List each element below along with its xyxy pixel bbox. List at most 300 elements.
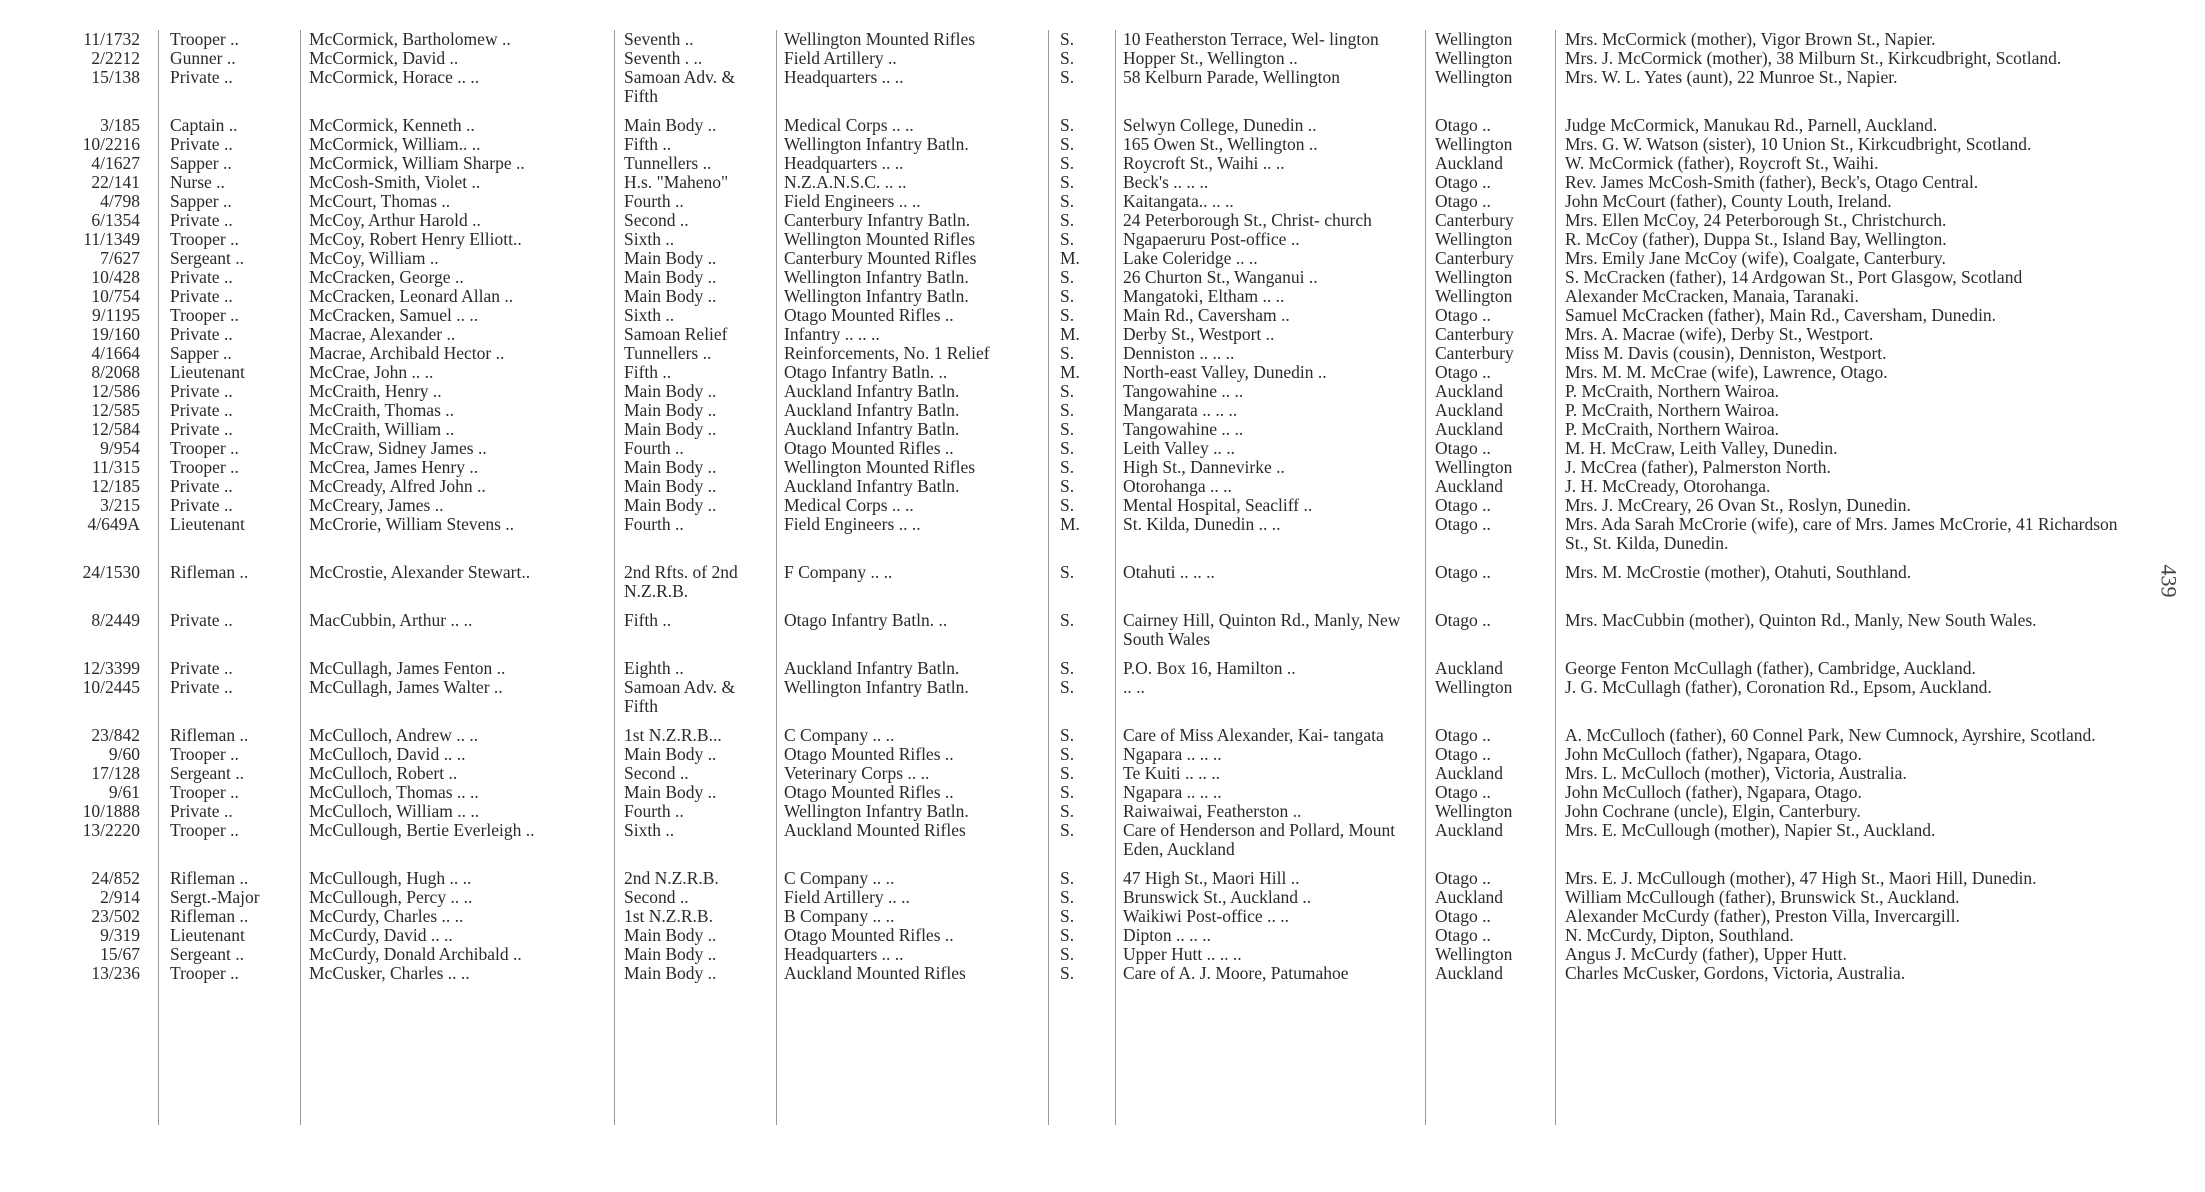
soldier-name: McCraw, Sidney James .. (309, 438, 487, 458)
table-row (0, 249, 2120, 268)
unit: Wellington Mounted Rifles (784, 457, 976, 477)
next-of-kin: John McCulloch (father), Ngapara, Otago. (1565, 744, 1862, 764)
marital-status: S. (1060, 658, 1075, 678)
rank: Private .. (170, 677, 233, 697)
soldier-name: McCreary, James .. (309, 495, 444, 515)
next-of-kin: Mrs. M. M. McCrae (wife), Lawrence, Otago. (1565, 362, 1888, 382)
marital-status: S. (1060, 610, 1075, 630)
next-of-kin: Charles McCusker, Gordons, Victoria, Australia. (1565, 963, 1906, 983)
next-of-kin: George Fenton McCullagh (father), Cambridge, Auckland. (1565, 658, 1976, 678)
draft: Fifth .. (624, 362, 672, 382)
next-of-kin: John McCulloch (father), Ngapara, Otago. (1565, 782, 1862, 802)
next-of-kin: P. McCraith, Northern Wairoa. (1565, 419, 1780, 439)
last-address: Brunswick St., Auckland .. (1123, 887, 1312, 907)
regimental-number: 23/502 (91, 906, 140, 926)
rank: Rifleman .. (170, 868, 249, 888)
table-row (0, 907, 2120, 926)
last-address: Main Rd., Caversham .. (1123, 305, 1290, 325)
marital-status: S. (1060, 305, 1075, 325)
rank: Sergt.-Major (170, 887, 260, 907)
regimental-number: 12/584 (91, 419, 140, 439)
table-row (0, 382, 2120, 401)
marital-status: S. (1060, 191, 1075, 211)
soldier-name: McCulloch, David .. .. (309, 744, 466, 764)
marital-status: S. (1060, 925, 1075, 945)
draft: 1st N.Z.R.B... (624, 725, 722, 745)
last-address: P.O. Box 16, Hamilton .. (1123, 658, 1296, 678)
table-row (0, 211, 2120, 230)
soldier-name: McCready, Alfred John .. (309, 476, 486, 496)
rank: Trooper .. (170, 820, 239, 840)
last-address: Raiwaiwai, Featherston .. (1123, 801, 1302, 821)
marital-status: S. (1060, 210, 1075, 230)
rank: Trooper .. (170, 29, 239, 49)
table-row (0, 764, 2120, 783)
marital-status: S. (1060, 963, 1075, 983)
rank: Private .. (170, 658, 233, 678)
soldier-name: McCormick, Horace .. .. (309, 67, 480, 87)
soldier-name: McCraith, William .. (309, 419, 455, 439)
last-address: Care of Miss Alexander, Kai- tangata (1123, 725, 1384, 745)
regimental-number: 9/60 (108, 744, 140, 764)
rank: Lieutenant (170, 514, 245, 534)
district: Auckland (1435, 419, 1504, 439)
district: Otago .. (1435, 610, 1491, 630)
soldier-name: McCracken, Leonard Allan .. (309, 286, 514, 306)
draft: Fourth .. (624, 514, 684, 534)
marital-status: S. (1060, 381, 1075, 401)
soldier-name: McCoy, William .. (309, 248, 439, 268)
marital-status: S. (1060, 782, 1075, 802)
table-row (0, 964, 2120, 983)
soldier-name: McCullough, Percy .. .. (309, 887, 473, 907)
draft: Tunnellers .. (624, 153, 712, 173)
rank: Trooper .. (170, 744, 239, 764)
rank: Private .. (170, 610, 233, 630)
table-row (0, 821, 2120, 869)
district: Otago .. (1435, 925, 1491, 945)
unit: Field Engineers .. .. (784, 514, 921, 534)
next-of-kin: Angus J. McCurdy (father), Upper Hutt. (1565, 944, 1847, 964)
next-of-kin: Judge McCormick, Manukau Rd., Parnell, Auckland. (1565, 115, 1938, 135)
unit: Auckland Infantry Batln. (784, 476, 960, 496)
draft: Samoan Adv. & Fifth (624, 677, 736, 716)
marital-status: S. (1060, 286, 1075, 306)
soldier-name: McCoy, Robert Henry Elliott.. (309, 229, 522, 249)
unit: Medical Corps .. .. (784, 115, 914, 135)
draft: Sixth .. (624, 305, 675, 325)
unit: Auckland Infantry Batln. (784, 381, 960, 401)
next-of-kin: Mrs. Ada Sarah McCrorie (wife), care of Mrs. James McCrorie, 41 Richardson St., St. Kilda, Dunedin. (1565, 514, 2118, 553)
soldier-name: McCurdy, Donald Archibald .. (309, 944, 522, 964)
draft: Fourth .. (624, 801, 684, 821)
unit: Field Artillery .. .. (784, 887, 910, 907)
table-row (0, 363, 2120, 382)
soldier-name: McCurdy, Charles .. .. (309, 906, 464, 926)
soldier-name: McCoy, Arthur Harold .. (309, 210, 481, 230)
unit: Auckland Infantry Batln. (784, 419, 960, 439)
soldier-name: McCraith, Henry .. (309, 381, 442, 401)
rank: Rifleman .. (170, 562, 249, 582)
draft: Samoan Relief (624, 324, 728, 344)
last-address: Te Kuiti .. .. .. (1123, 763, 1220, 783)
marital-status: S. (1060, 562, 1075, 582)
district: Otago .. (1435, 115, 1491, 135)
rank: Gunner .. (170, 48, 236, 68)
last-address: St. Kilda, Dunedin .. .. (1123, 514, 1281, 534)
soldier-name: McCulloch, Thomas .. .. (309, 782, 479, 802)
regimental-number: 23/842 (91, 725, 140, 745)
regimental-number: 9/1195 (92, 305, 140, 325)
rank: Nurse .. (170, 172, 225, 192)
draft: Fifth .. (624, 134, 672, 154)
table-row (0, 192, 2120, 211)
soldier-name: McCracken, George .. (309, 267, 464, 287)
unit: Wellington Infantry Batln. (784, 677, 969, 697)
unit: Otago Infantry Batln. .. (784, 362, 948, 382)
district: Auckland (1435, 400, 1504, 420)
district: Auckland (1435, 820, 1504, 840)
marital-status: S. (1060, 801, 1075, 821)
unit: Otago Mounted Rifles .. (784, 744, 954, 764)
regimental-number: 10/1888 (82, 801, 140, 821)
regimental-number: 15/138 (91, 67, 140, 87)
district: Auckland (1435, 381, 1504, 401)
rank: Private .. (170, 419, 233, 439)
last-address: Lake Coleridge .. .. (1123, 248, 1258, 268)
rank: Private .. (170, 210, 233, 230)
draft: Main Body .. (624, 963, 717, 983)
draft: Samoan Adv. & Fifth (624, 67, 736, 106)
next-of-kin: A. McCulloch (father), 60 Connel Park, New Cumnock, Ayrshire, Scotland. (1565, 725, 2096, 745)
regimental-number: 8/2068 (91, 362, 140, 382)
district: Otago .. (1435, 305, 1491, 325)
marital-status: S. (1060, 476, 1075, 496)
marital-status: S. (1060, 438, 1075, 458)
rank: Private .. (170, 324, 233, 344)
soldier-name: Macrae, Archibald Hector .. (309, 343, 505, 363)
district: Wellington (1435, 48, 1513, 68)
district: Otago .. (1435, 744, 1491, 764)
draft: H.s. "Maheno" (624, 172, 729, 192)
last-address: Roycroft St., Waihi .. .. (1123, 153, 1285, 173)
last-address: Otahuti .. .. .. (1123, 562, 1215, 582)
soldier-name: McCourt, Thomas .. (309, 191, 451, 211)
unit: Veterinary Corps .. .. (784, 763, 930, 783)
table-row (0, 344, 2120, 363)
table-row (0, 802, 2120, 821)
soldier-name: McCrostie, Alexander Stewart.. (309, 562, 531, 582)
rank: Private .. (170, 381, 233, 401)
next-of-kin: Mrs. M. McCrostie (mother), Otahuti, Southland. (1565, 562, 1912, 582)
rank: Private .. (170, 801, 233, 821)
rank: Private .. (170, 286, 233, 306)
nominal-roll-table (0, 30, 2120, 983)
regimental-number: 4/1664 (91, 343, 140, 363)
marital-status: M. (1060, 362, 1080, 382)
marital-status: S. (1060, 134, 1075, 154)
soldier-name: McCracken, Samuel .. .. (309, 305, 479, 325)
next-of-kin: Miss M. Davis (cousin), Denniston, Westport. (1565, 343, 1887, 363)
unit: Wellington Infantry Batln. (784, 267, 969, 287)
next-of-kin: Samuel McCracken (father), Main Rd., Caversham, Dunedin. (1565, 305, 1997, 325)
regimental-number: 10/2445 (82, 677, 140, 697)
last-address: Ngapara .. .. .. (1123, 744, 1222, 764)
unit: Wellington Mounted Rifles (784, 29, 976, 49)
regimental-number: 4/1627 (91, 153, 140, 173)
district: Otago .. (1435, 172, 1491, 192)
rank: Trooper .. (170, 457, 239, 477)
regimental-number: 9/954 (100, 438, 140, 458)
table-row (0, 287, 2120, 306)
unit: Canterbury Infantry Batln. (784, 210, 971, 230)
district: Wellington (1435, 29, 1513, 49)
rank: Trooper .. (170, 305, 239, 325)
regimental-number: 3/185 (100, 115, 140, 135)
regimental-number: 11/1349 (83, 229, 140, 249)
table-row (0, 268, 2120, 287)
rank: Sergeant .. (170, 248, 245, 268)
soldier-name: McCullagh, James Fenton .. (309, 658, 506, 678)
district: Auckland (1435, 963, 1504, 983)
table-row (0, 783, 2120, 802)
rank: Sergeant .. (170, 763, 245, 783)
rank: Private .. (170, 134, 233, 154)
table-row (0, 325, 2120, 344)
unit: Headquarters .. .. (784, 153, 904, 173)
table-row (0, 135, 2120, 154)
draft: Fourth .. (624, 191, 684, 211)
table-row (0, 401, 2120, 420)
draft: Seventh . .. (624, 48, 703, 68)
draft: Main Body .. (624, 381, 717, 401)
last-address: Tangowahine .. .. (1123, 419, 1244, 439)
marital-status: S. (1060, 725, 1075, 745)
last-address: High St., Dannevirke .. (1123, 457, 1285, 477)
next-of-kin: Mrs. E. McCullough (mother), Napier St., Auckland. (1565, 820, 1936, 840)
rank: Private .. (170, 267, 233, 287)
last-address: 24 Peterborough St., Christ- church (1123, 210, 1372, 230)
next-of-kin: N. McCurdy, Dipton, Southland. (1565, 925, 1794, 945)
rank: Sapper .. (170, 191, 232, 211)
district: Wellington (1435, 267, 1513, 287)
draft: Main Body .. (624, 286, 717, 306)
table-row (0, 49, 2120, 68)
draft: Main Body .. (624, 744, 717, 764)
unit: Wellington Infantry Batln. (784, 134, 969, 154)
rank: Trooper .. (170, 782, 239, 802)
marital-status: S. (1060, 115, 1075, 135)
next-of-kin: S. McCracken (father), 14 Ardgowan St., Port Glasgow, Scotland (1565, 267, 2023, 287)
rank: Private .. (170, 495, 233, 515)
soldier-name: McCulloch, Robert .. (309, 763, 458, 783)
last-address: Denniston .. .. .. (1123, 343, 1235, 363)
page-number: 439 (2156, 564, 2182, 598)
marital-status: S. (1060, 677, 1075, 697)
next-of-kin: William McCullough (father), Brunswick St., Auckland. (1565, 887, 1960, 907)
next-of-kin: Rev. James McCosh-Smith (father), Beck's, Otago Central. (1565, 172, 1979, 192)
district: Otago .. (1435, 191, 1491, 211)
marital-status: M. (1060, 324, 1080, 344)
last-address: Mangarata .. .. .. (1123, 400, 1238, 420)
district: Otago .. (1435, 362, 1491, 382)
regimental-number: 12/3399 (82, 658, 140, 678)
soldier-name: McCormick, William Sharpe .. (309, 153, 525, 173)
regimental-number: 17/128 (91, 763, 140, 783)
next-of-kin: Mrs. J. McCormick (mother), 38 Milburn St., Kirkcudbright, Scotland. (1565, 48, 2062, 68)
unit: Reinforcements, No. 1 Relief (784, 343, 990, 363)
regimental-number: 11/1732 (83, 29, 140, 49)
marital-status: S. (1060, 763, 1075, 783)
draft: Fourth .. (624, 438, 684, 458)
next-of-kin: John Cochrane (uncle), Elgin, Canterbury. (1565, 801, 1861, 821)
unit: Otago Mounted Rifles .. (784, 925, 954, 945)
last-address: Beck's .. .. .. (1123, 172, 1209, 192)
draft: Main Body .. (624, 782, 717, 802)
district: Canterbury (1435, 248, 1514, 268)
district: Auckland (1435, 658, 1504, 678)
table-row (0, 154, 2120, 173)
last-address: Mental Hospital, Seacliff .. (1123, 495, 1313, 515)
table-row (0, 869, 2120, 888)
district: Canterbury (1435, 324, 1514, 344)
district: Auckland (1435, 887, 1504, 907)
unit: Infantry .. .. .. (784, 324, 880, 344)
district: Otago .. (1435, 725, 1491, 745)
draft: Seventh .. (624, 29, 694, 49)
last-address: Kaitangata.. .. .. (1123, 191, 1234, 211)
last-address: Mangatoki, Eltham .. .. (1123, 286, 1285, 306)
next-of-kin: J. H. McCready, Otorohanga. (1565, 476, 1771, 496)
regimental-number: 24/1530 (82, 562, 140, 582)
next-of-kin: W. McCormick (father), Roycroft St., Waihi. (1565, 153, 1879, 173)
district: Auckland (1435, 476, 1504, 496)
soldier-name: McCusker, Charles .. .. (309, 963, 470, 983)
draft: 1st N.Z.R.B. (624, 906, 713, 926)
soldier-name: McCullough, Bertie Everleigh .. (309, 820, 535, 840)
table-row (0, 563, 2120, 611)
last-address: Upper Hutt .. .. .. (1123, 944, 1242, 964)
last-address: .. .. (1123, 677, 1145, 697)
rank: Sapper .. (170, 153, 232, 173)
unit: Auckland Mounted Rifles (784, 963, 966, 983)
soldier-name: McCulloch, William .. .. (309, 801, 480, 821)
rank: Trooper .. (170, 229, 239, 249)
unit: C Company .. .. (784, 725, 895, 745)
district: Wellington (1435, 134, 1513, 154)
unit: F Company .. .. (784, 562, 893, 582)
district: Auckland (1435, 763, 1504, 783)
next-of-kin: Mrs. Emily Jane McCoy (wife), Coalgate, Canterbury. (1565, 248, 1946, 268)
district: Wellington (1435, 286, 1513, 306)
marital-status: S. (1060, 887, 1075, 907)
marital-status: S. (1060, 419, 1075, 439)
regimental-number: 7/627 (100, 248, 140, 268)
marital-status: S. (1060, 153, 1075, 173)
draft: 2nd Rfts. of 2nd N.Z.R.B. (624, 562, 738, 601)
district: Wellington (1435, 677, 1513, 697)
unit: Canterbury Mounted Rifles (784, 248, 977, 268)
rank: Sapper .. (170, 343, 232, 363)
unit: N.Z.A.N.S.C. .. .. (784, 172, 907, 192)
regimental-number: 11/315 (92, 457, 140, 477)
marital-status: M. (1060, 248, 1080, 268)
next-of-kin: Mrs. J. McCreary, 26 Ovan St., Roslyn, Dunedin. (1565, 495, 1911, 515)
next-of-kin: Mrs. McCormick (mother), Vigor Brown St., Napier. (1565, 29, 1936, 49)
next-of-kin: John McCourt (father), County Louth, Ireland. (1565, 191, 1892, 211)
next-of-kin: Mrs. Ellen McCoy, 24 Peterborough St., Christchurch. (1565, 210, 1947, 230)
marital-status: S. (1060, 944, 1075, 964)
district: Wellington (1435, 801, 1513, 821)
unit: Headquarters .. .. (784, 67, 904, 87)
last-address: Waikiwi Post-office .. .. (1123, 906, 1289, 926)
last-address: Ngapara .. .. .. (1123, 782, 1222, 802)
draft: Fifth .. (624, 610, 672, 630)
regimental-number: 13/236 (91, 963, 140, 983)
unit: Wellington Infantry Batln. (784, 801, 969, 821)
draft: Second .. (624, 887, 689, 907)
district: Wellington (1435, 944, 1513, 964)
last-address: 58 Kelburn Parade, Wellington (1123, 67, 1340, 87)
rank: Private .. (170, 476, 233, 496)
soldier-name: McCormick, Bartholomew .. (309, 29, 511, 49)
table-row (0, 68, 2120, 116)
table-row (0, 306, 2120, 325)
unit: Auckland Mounted Rifles (784, 820, 966, 840)
unit: Medical Corps .. .. (784, 495, 914, 515)
unit: Wellington Mounted Rifles (784, 229, 976, 249)
table-row (0, 439, 2120, 458)
next-of-kin: M. H. McCraw, Leith Valley, Dunedin. (1565, 438, 1838, 458)
last-address: Otorohanga .. .. (1123, 476, 1232, 496)
table-row (0, 745, 2120, 764)
table-row (0, 515, 2120, 563)
table-row (0, 726, 2120, 745)
regimental-number: 10/754 (91, 286, 140, 306)
rank: Trooper .. (170, 963, 239, 983)
draft: Tunnellers .. (624, 343, 712, 363)
table-row (0, 611, 2120, 659)
regimental-number: 19/160 (91, 324, 140, 344)
draft: Main Body .. (624, 457, 717, 477)
soldier-name: McCormick, David .. (309, 48, 459, 68)
regimental-number: 12/586 (91, 381, 140, 401)
rank: Rifleman .. (170, 906, 249, 926)
draft: Main Body .. (624, 925, 717, 945)
regimental-number: 6/1354 (91, 210, 140, 230)
district: Canterbury (1435, 343, 1514, 363)
soldier-name: McCormick, William.. .. (309, 134, 481, 154)
last-address: Leith Valley .. .. (1123, 438, 1235, 458)
soldier-name: McCormick, Kenneth .. (309, 115, 475, 135)
table-row (0, 496, 2120, 515)
marital-status: S. (1060, 868, 1075, 888)
table-row (0, 30, 2120, 49)
draft: Main Body .. (624, 944, 717, 964)
draft: 2nd N.Z.R.B. (624, 868, 719, 888)
regimental-number: 9/319 (100, 925, 140, 945)
district: Otago .. (1435, 782, 1491, 802)
draft: Sixth .. (624, 820, 675, 840)
unit: Otago Mounted Rifles .. (784, 305, 954, 325)
marital-status: S. (1060, 495, 1075, 515)
regimental-number: 22/141 (91, 172, 140, 192)
district: Otago .. (1435, 906, 1491, 926)
marital-status: S. (1060, 172, 1075, 192)
table-row (0, 230, 2120, 249)
soldier-name: McCullagh, James Walter .. (309, 677, 503, 697)
rank: Private .. (170, 400, 233, 420)
